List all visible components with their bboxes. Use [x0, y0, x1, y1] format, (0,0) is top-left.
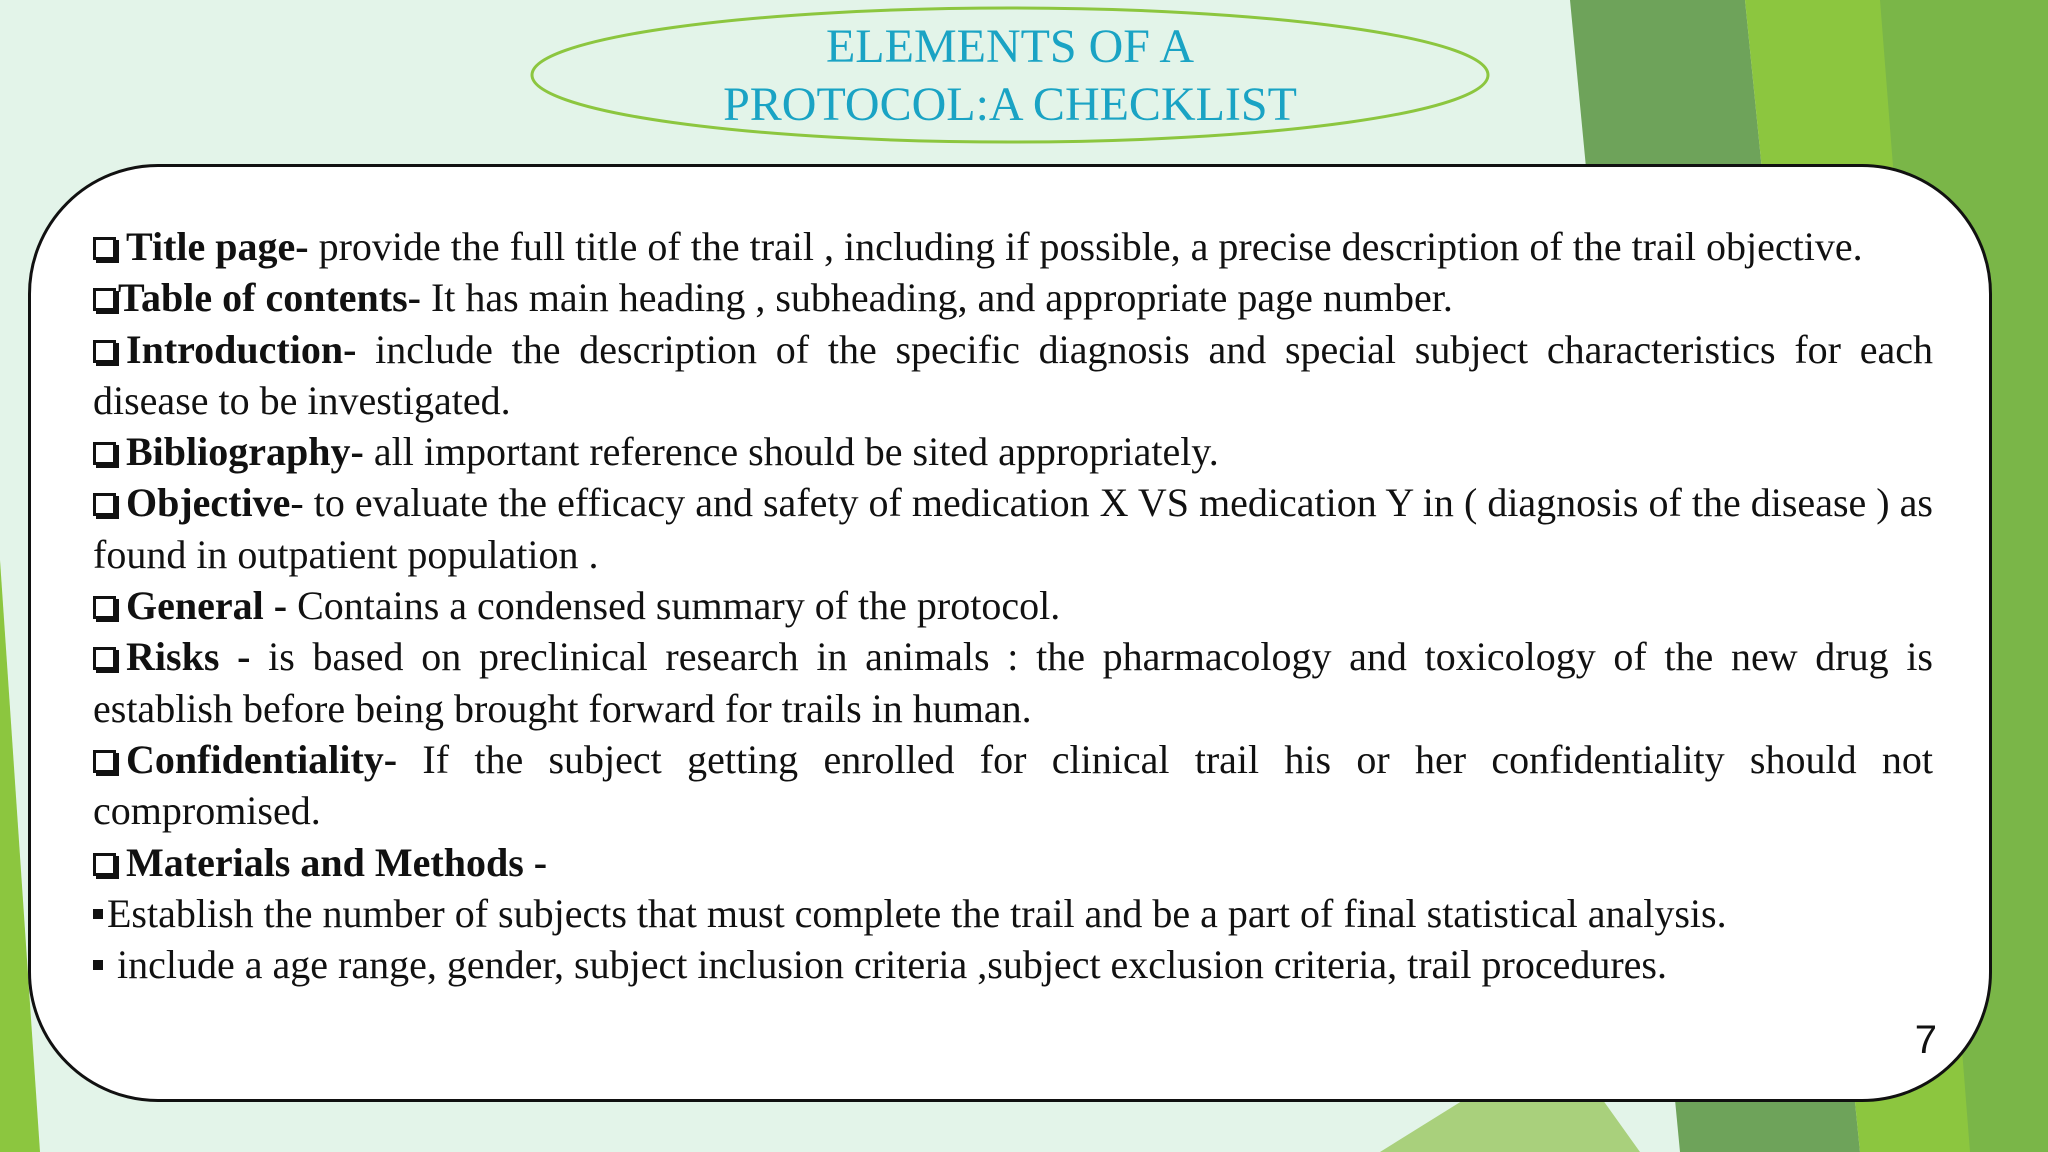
- item-label: Table of contents-: [118, 275, 421, 321]
- list-item: [93, 631, 1933, 734]
- item-label: Confidentiality-: [126, 736, 398, 782]
- item-label: Introduction-: [126, 326, 357, 372]
- item-text: include the description of the specific diagnosis and special subject characteristics for each disease to be investigated.: [93, 326, 1933, 423]
- list-item: [93, 221, 1933, 272]
- checkbox-icon: [93, 340, 116, 363]
- title-line-2: PROTOCOL:A CHECKLIST: [723, 78, 1297, 131]
- item-label: Objective: [126, 480, 291, 526]
- item-label: Risks -: [126, 634, 251, 680]
- sub-bullet-text: Establish the number of subjects that must complete the trail and be a part of final statistical analysis.: [107, 890, 1727, 936]
- square-bullet-icon: [93, 960, 103, 970]
- title-banner: [528, 4, 1492, 146]
- checkbox-icon: [93, 853, 116, 876]
- item-text: all important reference should be sited appropriately.: [363, 429, 1219, 475]
- sub-bullet-item: [93, 939, 1933, 990]
- checkbox-icon: [93, 493, 116, 516]
- item-text: It has main heading , subheading, and appropriate page number.: [420, 275, 1453, 321]
- checkbox-icon: [93, 596, 116, 619]
- square-bullet-icon: [93, 909, 103, 919]
- checkbox-icon: [93, 750, 116, 773]
- content-card: [28, 164, 1992, 1102]
- checkbox-icon: [93, 288, 116, 311]
- list-item: [93, 324, 1933, 427]
- item-text: is based on preclinical research in animals : the pharmacology and toxicology of the new drug is establish before being brought forward for trails in human.: [93, 634, 1933, 731]
- item-label: Title page-: [126, 224, 309, 269]
- item-label: Materials and Methods -: [126, 839, 548, 885]
- title-line-1: ELEMENTS OF A: [825, 20, 1194, 73]
- checkbox-icon: [93, 647, 116, 670]
- item-label: Bibliography-: [126, 429, 364, 475]
- item-text: provide the full title of the trail , including if possible, a precise description of the trail objective.: [308, 224, 1863, 269]
- checkbox-icon: [93, 237, 116, 260]
- sub-bullet-item: [93, 888, 1933, 939]
- item-text: If the subject getting enrolled for clinical trail his or her confidentiality should not compromised.: [93, 736, 1933, 834]
- item-text: - to evaluate the efficacy and safety of medication X VS medication Y in ( diagnosis of the disease ) as found in outpatient population .: [93, 480, 1933, 577]
- item-text: Contains a condensed summary of the protocol.: [287, 583, 1061, 629]
- page-title: [528, 18, 1492, 134]
- list-item: [93, 734, 1933, 837]
- page-number: 7: [1914, 1018, 1937, 1062]
- item-label: General -: [126, 583, 288, 629]
- list-item: [93, 426, 1933, 477]
- checklist: [93, 221, 1933, 990]
- list-item: [93, 837, 1933, 888]
- list-item: [93, 477, 1933, 580]
- sub-bullet-text: include a age range, gender, subject inclusion criteria ,subject exclusion criteria, trail procedures.: [117, 942, 1667, 988]
- list-item: [93, 272, 1933, 323]
- checkbox-icon: [93, 442, 116, 465]
- list-item: [93, 580, 1933, 631]
